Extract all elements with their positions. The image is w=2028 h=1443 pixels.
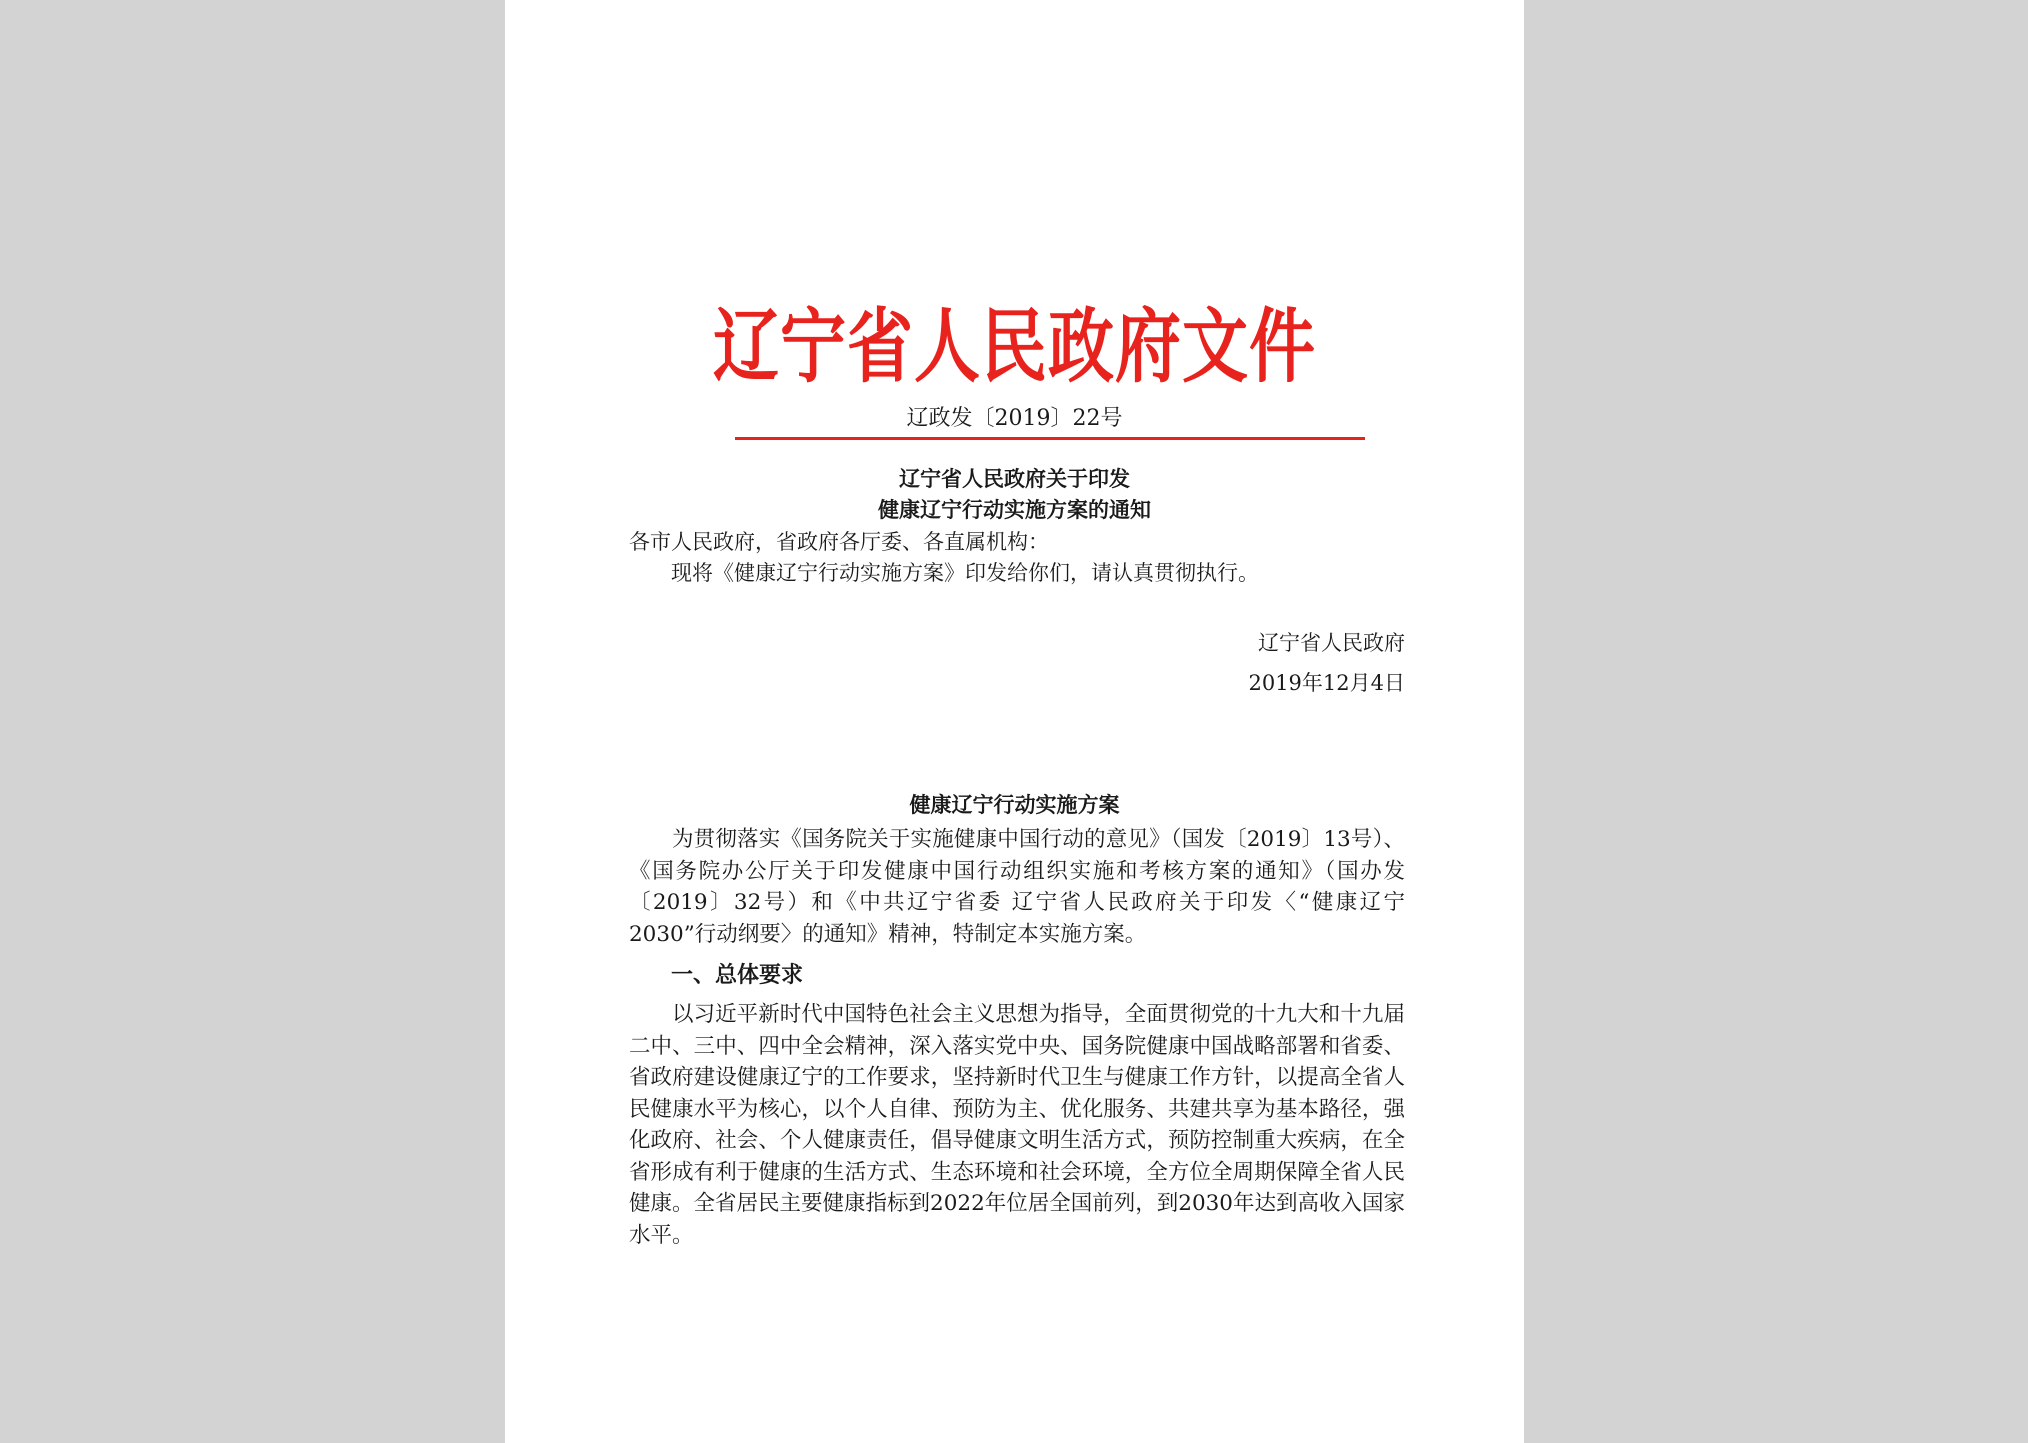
plan-intro-paragraph: 为贯彻落实《国务院关于实施健康中国行动的意见》（国发〔2019〕13号）、《国务院办公厅关于印发健康中国行动组织实施和考核方案的通知》（国办发〔2019〕32号）和《中共辽宁省委 辽宁省人民政府关于印发〈“健康辽宁2030”行动纲要〉的通知》精神，特制定本实施方案。: [629, 827, 1405, 947]
document-page: [505, 0, 1524, 1443]
document-header-title: 辽宁省人民政府文件: [713, 300, 1316, 395]
notice-date: 2019年12月4日: [1248, 671, 1405, 695]
section-1-heading: 一、总体要求: [671, 962, 804, 988]
section-1-paragraph: 以习近平新时代中国特色社会主义思想为指导，全面贯彻党的十九大和十九届二中、三中、四中全会精神，深入落实党中央、国务院健康中国战略部署和省委、省政府建设健康辽宁的工作要求，坚持新时代卫生与健康工作方针，以提高全省人民健康水平为核心，以个人自律、预防为主、优化服务、共建共享为基本路径，强化政府、社会、个人健康责任，倡导健康文明生活方式，预防控制重大疾病，在全省形成有利于健康的生活方式、生态环境和社会环境，全方位全周期保障全省人民健康。全省居民主要健康指标到2022年位居全国前列，到2030年达到高收入国家水平。: [629, 1002, 1405, 1248]
notice-body: 现将《健康辽宁行动实施方案》印发给你们，请认真贯彻执行。: [671, 561, 1259, 585]
notice-title-line-2: 健康辽宁行动实施方案的通知: [878, 497, 1151, 522]
notice-signer: 辽宁省人民政府: [1258, 631, 1405, 655]
document-number: 辽政发〔2019〕22号: [906, 406, 1123, 431]
header-red-rule: [735, 437, 1365, 440]
notice-title-line-1: 辽宁省人民政府关于印发: [899, 466, 1130, 491]
notice-addressees: 各市人民政府，省政府各厅委、各直属机构：: [629, 530, 1049, 554]
plan-title: 健康辽宁行动实施方案: [909, 792, 1120, 817]
